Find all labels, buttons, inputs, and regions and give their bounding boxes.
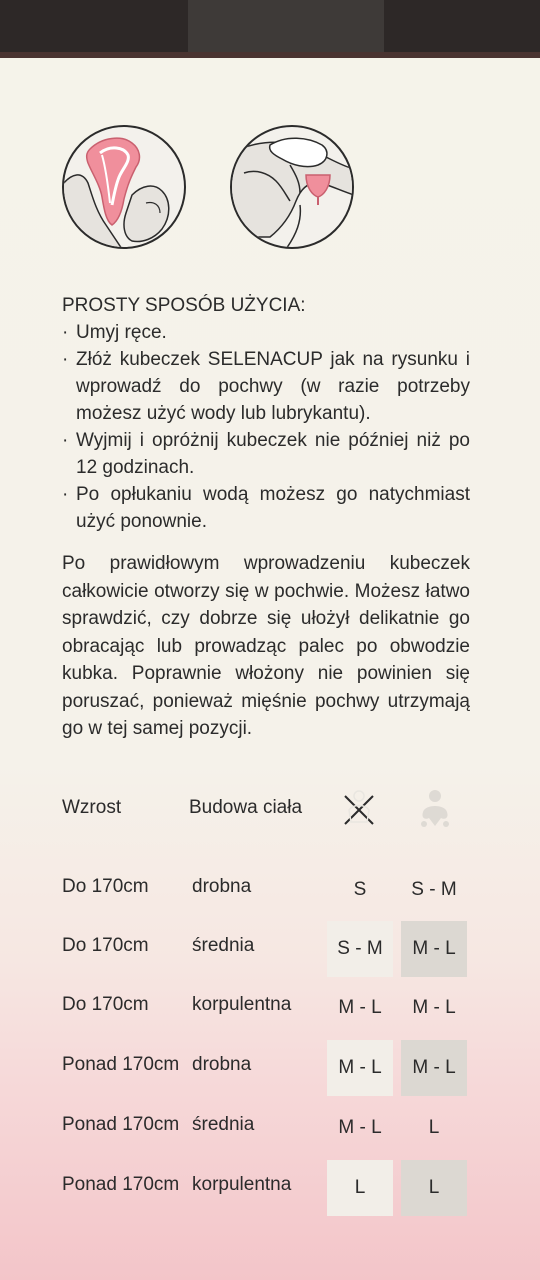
table-row (0, 1100, 540, 1156)
anatomy-cross-section-icon (230, 125, 354, 249)
row-size-no-childbirth: S (353, 879, 367, 900)
row-build: średnia (192, 1114, 255, 1135)
placement-paragraph: Po prawidłowym wprowadzeniu kubeczek całkowicie otworzy się w pochwie. Możesz łatwo sprawdzić, czy dobrze się ułożył delikatnie go obracając lub prowadząc palec po obwodzie kubka. Poprawnie włożony nie powinien się poruszać, ponieważ mięśnie pochwy utrzymają go w tej samej pozycji. (62, 553, 470, 739)
instruction-item: · Umyj ręce. (62, 319, 470, 346)
row-size-no-childbirth: L (327, 1160, 393, 1216)
table-row (0, 1160, 540, 1216)
instructions-title: PROSTY SPOSÓB UŻYCIA: (62, 295, 306, 316)
top-tab-shape (188, 0, 384, 58)
row-size-after-childbirth: L (428, 1117, 440, 1138)
table-row (0, 921, 540, 977)
row-size-after-childbirth: L (401, 1160, 467, 1216)
instruction-item: · Wyjmij i opróżnij kubeczek nie później niż po 12 godzinach. (62, 427, 470, 481)
row-size-after-childbirth: M - L (401, 1040, 467, 1096)
insertion-illustration (230, 125, 354, 249)
row-build: korpulentna (192, 994, 292, 1015)
row-size-no-childbirth: M - L (338, 997, 382, 1018)
row-size-after-childbirth: M - L (412, 997, 456, 1018)
row-height: Ponad 170cm (62, 1054, 180, 1075)
row-build: drobna (192, 1054, 252, 1075)
row-height: Do 170cm (62, 994, 149, 1015)
table-row (0, 862, 540, 918)
row-size-no-childbirth: M - L (338, 1117, 382, 1138)
row-build: średnia (192, 935, 255, 956)
instructions-list (62, 319, 470, 535)
top-dark-band (0, 0, 540, 58)
folded-cup-illustration (62, 125, 186, 249)
row-size-no-childbirth: M - L (327, 1040, 393, 1096)
instruction-item: · Po opłukaniu wodą możesz go natychmiast użyć ponownie. (62, 481, 470, 535)
after-childbirth-icon (415, 786, 455, 832)
row-size-no-childbirth: S - M (327, 921, 393, 977)
row-size-after-childbirth: M - L (401, 921, 467, 977)
table-row (0, 980, 540, 1036)
row-height: Ponad 170cm (62, 1174, 180, 1195)
row-build: drobna (192, 876, 252, 897)
table-row (0, 1040, 540, 1096)
table-header-height: Wzrost (62, 797, 122, 818)
table-header-build: Budowa ciała (189, 797, 303, 818)
row-height: Do 170cm (62, 935, 149, 956)
row-height: Do 170cm (62, 876, 149, 897)
row-build: korpulentna (192, 1174, 292, 1195)
usage-instructions (62, 292, 470, 535)
folded-cup-icon (62, 125, 186, 249)
row-size-after-childbirth: S - M (411, 879, 457, 900)
no-childbirth-icon (339, 786, 379, 832)
instruction-item: · Złóż kubeczek SELENACUP jak na rysunku i wprowadź do pochwy (w razie potrzeby możesz użyć wody lub lubrykantu). (62, 346, 470, 427)
row-height: Ponad 170cm (62, 1114, 180, 1135)
